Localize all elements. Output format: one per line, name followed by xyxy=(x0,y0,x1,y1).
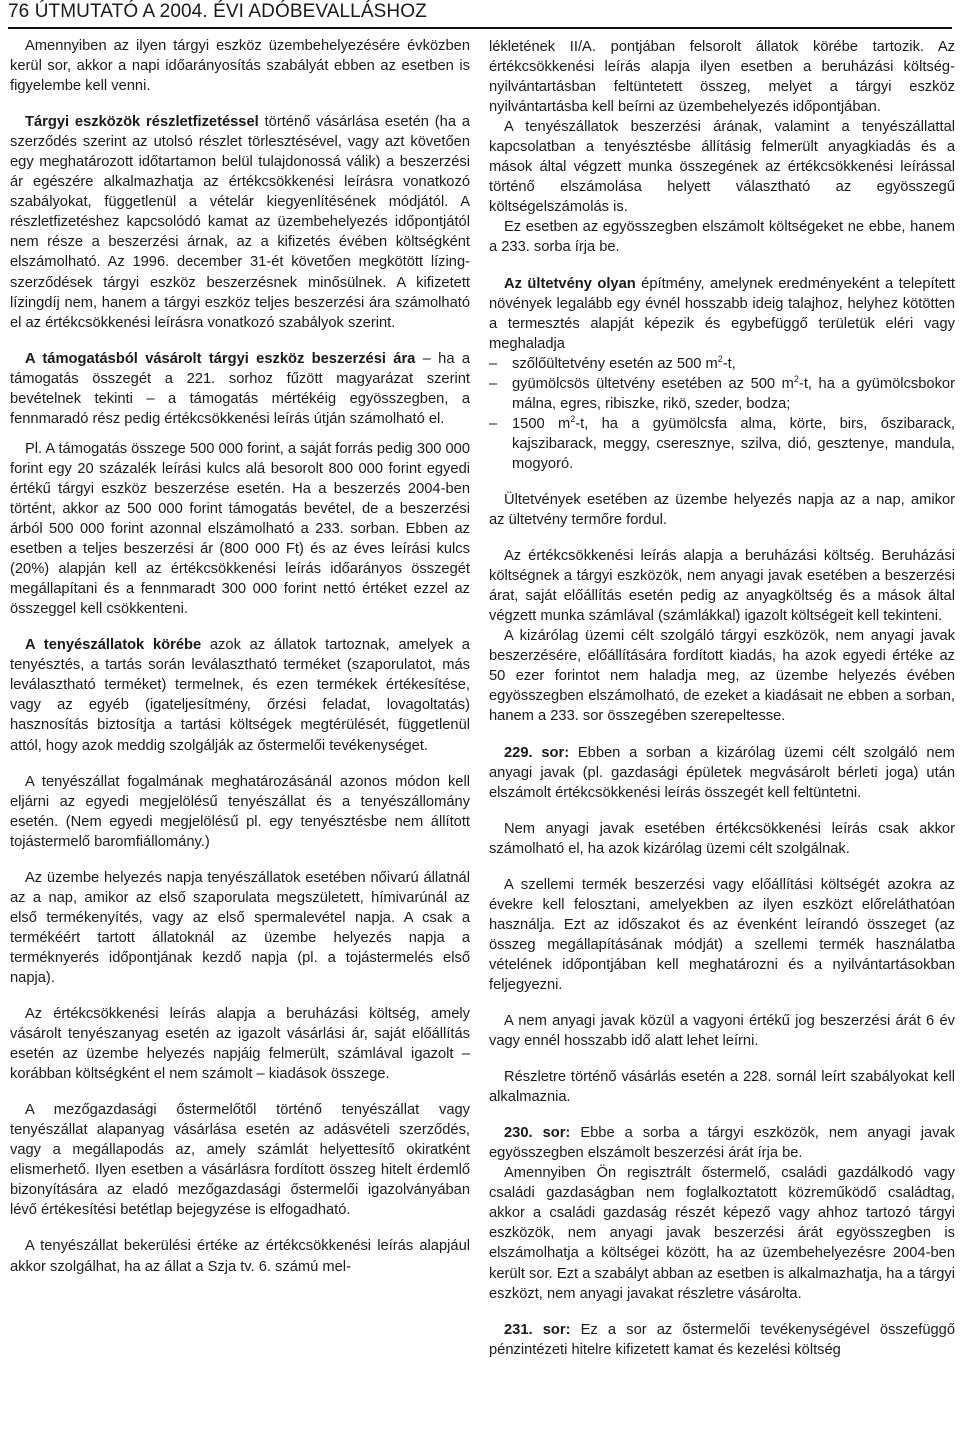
paragraph-text: Ez a sor az őstermelői tevékenységével összefüggő pénzintézeti hitelre kifizetett kamat és kezelési költség xyxy=(489,1321,955,1358)
paragraph: A tenyészállat fogalmának meghatározásánál azonos módon kell eljárni az egyedi megjelölésű tenyészállat és a tenyészállomány esetén. (Nem egyedi megjelölésű pl. egy tenyésztésbe nem állított tojástermelő baromfiállomány.) xyxy=(10,773,470,850)
paragraph: Az üzembe helyezés napja tenyészállatok esetében nőivarú állatnál az a nap, amikor az első szaporulata megszületett, hímivarúnál az első termékenyítés, vagy az első spermalevétel napja. A csak a termékéért tartott állatoknál az üzembe helyezés napja a terméknyerés időpontjának kezdő napja (pl. a tojástermelés első napja). xyxy=(10,869,470,986)
right-column xyxy=(489,37,955,1360)
paragraph: Az értékcsökkenési leírás alapja a beruházási költség. Beruházási költségnek a tárgyi eszközök, nem anyagi javak esetében a beszerzési árat, saját előállítás esetén pedig az anyagköltség és a mások által végzett munka számlával (számlákkal) igazolt költségeit kell tekinteni. xyxy=(489,548,955,625)
paragraph: Ez esetben az egyösszegben elszámolt költségeket ne ebbe, hanem a 233. sorba írja be. xyxy=(489,219,955,256)
paragraph: Ültetvények esetében az üzembe helyezés napja az a nap, amikor az ültetvény termőre fordul. xyxy=(489,491,955,529)
paragraph-text: építmény, amelynek eredményeként a telepített növények legalább egy évnél hosszabb ideig talajhoz, helyhez kötötten a termesztés alapját képezik és egybefüggő területük eléri vagy meghaladja xyxy=(489,275,955,352)
paragraph: Az értékcsökkenési leírás alapja a beruházási költség, amely vásárolt tenyészanyag esetén az igazolt vásárlási ár, saját előállítás esetén az üzembe helyezés napjáig felmerült, számlával igazolt – korábban költségként el nem számolt – kiadások összege. xyxy=(10,1006,470,1083)
row-label: 229. sor: xyxy=(504,744,570,761)
paragraph-text: Ebbe a sorba a tárgyi eszközök, nem anyagi javak egyösszegben elszámolt beszerzési árát írja be. xyxy=(489,1125,955,1162)
paragraph-text: Ebben a sorban a kizárólag üzemi célt szolgáló nem anyagi javak (pl. gazdasági épületek megvásárolt bérleti joga) után elszámolt értékcsökkenési leírás összegét kell feltüntetni. xyxy=(489,744,955,801)
paragraph: A tenyészállatok beszerzési árának, valamint a tenyészállattal kapcsolatban a tenyésztésbe állításig felmerült anyagkiadás és a mások által végzett munka összegének az értékcsökkenési leírással történő elszámolása helyett választható az egyösszegű költségelszámolás is. xyxy=(489,119,955,216)
paragraph xyxy=(489,1320,955,1360)
paragraph: lékletének II/A. pontjában felsorolt állatok körébe tartozik. Az értékcsökkenési leírás alapja ilyen esetben a beruházási költség-nyilvántartásban feltüntetett összeg, melyet a tárgyi eszköz nyilvántartásba kell beírni az üzembehelyezés időpontjában. xyxy=(489,39,955,116)
page-header-title: 76 ÚTMUTATÓ A 2004. ÉVI ADÓBEVALLÁSHOZ xyxy=(8,1,427,22)
paragraph-text: – ha a támogatás összegét a 221. sorhoz fűzött magyarázat szerint bevételnek tekinti – a támogatás mértékéig egyösszegben, a fennmaradó rész pedig értékcsökkenési leírás útján számolható el. xyxy=(10,350,470,427)
paragraph: A mezőgazdasági őstermelőtől történő tenyészállat vagy tenyészállat alapanyag vásárlása esetén az adásvételi szerződés, vagy a megállapodás az, amely számlát helyettesítő okiratként elismerhető. Ilyen esetben a vásárlásra fordított összeg hitelt érdemlő bizonyítására az eladó mezőgazdasági őstermelői igazolványában lévő értékesítési betétlap bejegyzése is elfogadható. xyxy=(10,1102,470,1219)
paragraph xyxy=(489,743,955,803)
bold-term: A támogatásból vásárolt tárgyi eszköz beszerzési ára xyxy=(25,350,416,367)
bold-term: A tenyészállatok körébe xyxy=(25,637,202,654)
bold-term: Tárgyi eszközök részletfizetéssel xyxy=(25,114,259,131)
left-column xyxy=(10,36,470,1277)
paragraph: A szellemi termék beszerzési vagy előállítási költségét azokra az évekre kell felosztani, amelyekben az ilyen eszközt előreláthatóan használja. Ezt az időszakot és az évenként leírandó összeget (az összeg megállapításának módját) a szellemi termék használatba vételének időpontjában kell meghatározni és a nyilvántartásokban feljegyezni. xyxy=(489,876,955,993)
paragraph: A kizárólag üzemi célt szolgáló tárgyi eszközök, nem anyagi javak beszerzésére, előállítására fordított kiadás, ha azok egyedi értéke az 50 ezer forintot nem haladja meg, az üzembe helyezés évében egyösszegben elszámolható, de ezeket a kiadásait ne ebben a sorban, hanem a 233. sor összegében szerepeltesse. xyxy=(489,628,955,725)
paragraph: Nem anyagi javak esetében értékcsökkenési leírás csak akkor számolható el, ha azok kizárólag üzemi célt szolgálnak. xyxy=(489,820,955,857)
paragraph xyxy=(489,1123,955,1163)
paragraph-text: azok az állatok tartoznak, amelyek a tenyésztés, a tartás során leválasztható terméket (szaporulatot, más leválasztható terméket) termelnek, és ezen termékek értékesítése, vagy az egyéb (igateljesítmény, őrzési feladat, lovagoltatás) hasznosítás biztosítja a tartási költségek megtérülését, függetlenül attól, hogy azok meddig szolgálják az őstermelői tevékenységet. xyxy=(10,637,470,754)
bold-term: Az ültetvény olyan xyxy=(504,275,636,292)
paragraph xyxy=(10,112,470,333)
list-item: – 1500 $m^2-t$, ha a gyümölcsfa alma, körte, birs, őszibarack, kajszibarack, meggy, cseresznye, szilva, dió, gesztenye, mandula, mogyoró. xyxy=(489,414,955,474)
row-label: 230. sor: xyxy=(504,1125,571,1142)
header-rule xyxy=(8,27,952,29)
row-label: 231. sor: xyxy=(504,1321,571,1338)
paragraph-text: történő vásárlása esetén (ha a szerződés szerint az utolsó részlet törlesztésével, vagy azt követően egy meghatározott időtartamon belül tulajdonossá válik) a beszerzési ár egészére alkalmazhatja az értékcsökkenési leírásra vonatkozó szabályokat, függetlenül a vételár kiegyenlítésének módjától. A részletfizetéshez kapcsolódó kamat az üzembehelyezés időpontjától nem része a beszerzési árnak, az a kifizetés évében költségként elszámolható. Az 1996. december 31-ét követően megkötött lízing-szerződések tárgyi eszköz beszerzésnek minősülnek. A kifizetett lízingdíj nem, hanem a tárgyi eszköz teljes beszerzési ára számolható el az értékcsökkenési leírásra vonatkozó szabályok szerint. xyxy=(10,114,471,331)
paragraph: A tenyészállat bekerülési értéke az értékcsökkenési leírás alapjául akkor szolgálhat, ha az állat a Szja tv. 6. számú mel- xyxy=(10,1238,470,1275)
dash-list xyxy=(489,354,955,474)
paragraph: Pl. A támogatás összege 500 000 forint, a saját forrás pedig 300 000 forint egy 20 százalék leírási kulcs alá besorolt 800 000 forint egyedi értékű tárgyi eszköz beszerzése esetén. Ha a beszerzés 2004-ben történt, akkor az 500 000 forint támogatás bevétel, de a beszerzési árból 500 000 forint azonnal elszámolható a 233. sorban. Ebben az esetben a teljes beszerzési ár (800 000 Ft) és az éves leírási kulcs (20%) alapján kell az értékcsökkenési leírás időarányos összegét megállapítani és a fennmaradt 300 000 forint nettó értéket ezzel az összeggel kell csökkenteni. xyxy=(10,440,470,618)
paragraph: Amennyiben Ön regisztrált őstermelő, családi gazdálkodó vagy családi gazdaságban nem foglalkoztatott közreműködő családtag, akkor a családi gazdaság részét képező vagy ahhoz tartozó tárgyi eszközök, nem anyagi javak beszerzési árát egyösszegben is elszámolhatja a költségei között, ha az üzembehelyezésre 2004-ben került sor. Ezt a szabályt abban az esetben is alkalmazhatja, ha a tárgyi eszközt, nem anyagi javakat részletre vásárolta. xyxy=(489,1165,955,1302)
paragraph: A nem anyagi javak közül a vagyoni értékű jog beszerzési árát 6 év vagy ennél hosszabb idő alatt lehet leírni. xyxy=(489,1013,955,1050)
paragraph xyxy=(10,635,470,755)
paragraph: Részletre történő vásárlás esetén a 228. sornál leírt szabályokat kell alkalmaznia. xyxy=(489,1069,955,1106)
paragraph xyxy=(10,349,470,429)
paragraph: Amennyiben az ilyen tárgyi eszköz üzembehelyezésére évközben kerül sor, akkor a napi időarányosítás szabályát ebben az esetben is figyelembe kell venni. xyxy=(10,38,470,95)
list-item: – szőlőültetvény esetén az 500 $m^2-t$, xyxy=(489,354,955,374)
list-item: – gyümölcsös ültetvény esetében az 500 $m^2-t$, ha a gyümölcsbokor málna, egres, ribiszke, rikö, szeder, bodza; xyxy=(489,374,955,414)
page-header xyxy=(8,0,952,30)
paragraph xyxy=(489,274,955,354)
